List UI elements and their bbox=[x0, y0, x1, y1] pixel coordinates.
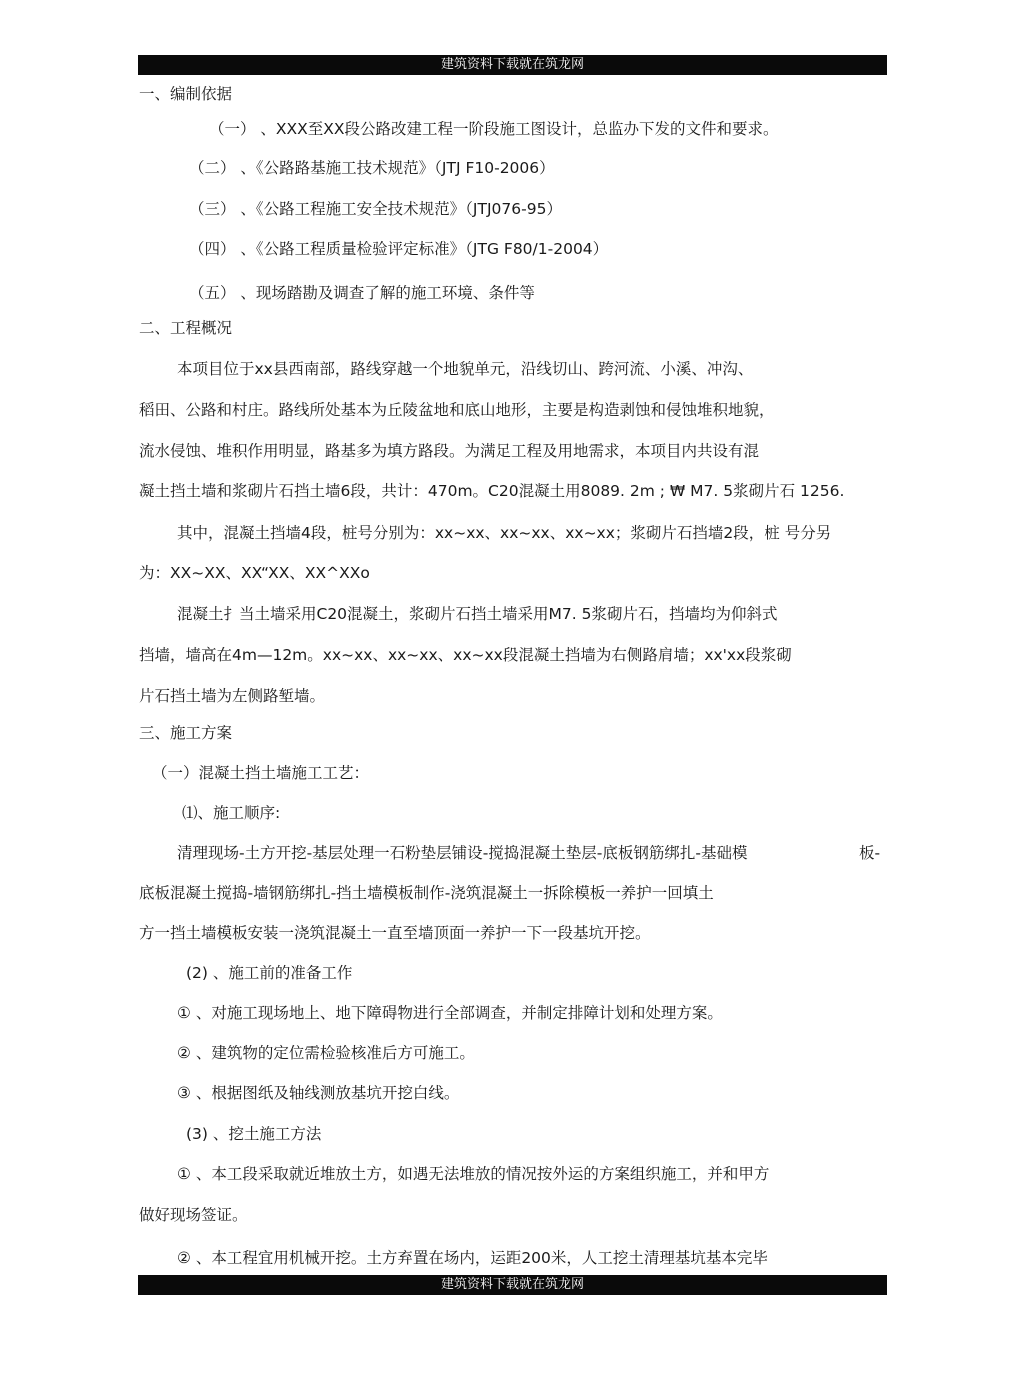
overview-line-4: 凝土挡土墙和浆砌片石挡土墙6段，共计：470m。C20混凝土用8089. 2m ; ₩ M7. 5浆砌片石 1256. bbox=[139, 482, 845, 500]
basis-item-4: （四） 、《公路工程质量检验评定标准》（JTG F80/1-2004） bbox=[189, 240, 609, 258]
subsection-heading-1: （一）混凝土挡土墙施工工艺： bbox=[152, 764, 370, 782]
header-banner: 建筑资料下载就在筑龙网 bbox=[138, 55, 887, 75]
overview-line-3: 流水侵蚀、堆积作用明显，路基多为填方路段。为满足工程及用地需求，本项目内共设有混 bbox=[139, 442, 760, 460]
excavation-line-1: ① 、本工段采取就近堆放土方，如遇无法堆放的情况按外运的方案组织施工，并和甲方 bbox=[177, 1165, 770, 1183]
excavation-line-3: ② 、本工程宜用机械开挖。土方弃置在场内，运距200米，人工挖土清理基坑基本完毕 bbox=[177, 1249, 768, 1267]
prep-item-3: ③ 、根据图纸及轴线测放基坑开挖白线。 bbox=[177, 1084, 460, 1102]
step-heading-2: (2) 、施工前的准备工作 bbox=[186, 964, 353, 982]
overview-line-8: 挡墙，墙高在4m—12m。xx~xx、xx~xx、xx~xx段混凝土挡墙为右侧路肩墙；xx'xx段浆砌 bbox=[139, 646, 792, 664]
sequence-line-2: 底板混凝土搅捣-墙钢筋绑扎-挡土墙模板制作-浇筑混凝土一拆除模板一养护一回填土 bbox=[139, 884, 714, 902]
basis-item-5: （五） 、现场踏勘及调查了解的施工环境、条件等 bbox=[189, 284, 535, 302]
overview-line-7: 混凝土扌当土墙采用C20混凝土，浆砌片石挡土墙采用M7. 5浆砌片石，挡墙均为仰斜式 bbox=[177, 605, 778, 623]
section-heading-3: 三、施工方案 bbox=[139, 724, 233, 742]
overview-line-1: 本项目位于xx县西南部，路线穿越一个地貌单元，沿线切山、跨河流、小溪、冲沟、 bbox=[177, 360, 754, 378]
step-heading-1: ⑴、施工顺序: bbox=[182, 804, 281, 822]
prep-item-2: ② 、建筑物的定位需检验核准后方可施工。 bbox=[177, 1044, 475, 1062]
basis-item-3: （三） 、《公路工程施工安全技术规范》（JTJ076-95） bbox=[189, 200, 562, 218]
step-heading-3: (3) 、挖土施工方法 bbox=[186, 1125, 322, 1143]
sequence-line-1: 清理现场-土方开挖-基层处理一石粉垫层铺设-搅捣混凝土垫层-底板钢筋绑扎-基础模 bbox=[177, 844, 748, 862]
overview-line-5: 其中，混凝土挡墙4段，桩号分别为：xx~xx、xx~xx、xx~xx；浆砌片石挡墙2段，桩 号分另 bbox=[177, 524, 832, 542]
overview-line-9: 片石挡土墙为左侧路堑墙。 bbox=[139, 687, 326, 705]
excavation-line-2: 做好现场签证。 bbox=[139, 1206, 248, 1224]
basis-item-2: （二） 、《公路路基施工技术规范》（JTJ F10-2006） bbox=[189, 159, 555, 177]
basis-item-1: （一） 、XXX至XX段公路改建工程一阶段施工图设计，总监办下发的文件和要求。 bbox=[209, 120, 779, 138]
section-heading-2: 二、工程概况 bbox=[139, 319, 233, 337]
prep-item-1: ① 、对施工现场地上、地下障碍物进行全部调查，并制定排障计划和处理方案。 bbox=[177, 1004, 723, 1022]
sequence-line-3: 方一挡土墙模板安装一浇筑混凝土一直至墙顶面一养护一下一段基坑开挖。 bbox=[139, 924, 651, 942]
sequence-line-1-tail: 板- bbox=[859, 844, 881, 862]
footer-banner: 建筑资料下载就在筑龙网 bbox=[138, 1275, 887, 1295]
section-heading-1: 一、编制依据 bbox=[139, 85, 233, 103]
overview-line-6: 为：XX~XX、XX“XX、XX^XXo bbox=[139, 564, 370, 582]
overview-line-2: 稻田、公路和村庄。路线所处基本为丘陵盆地和底山地形，主要是构造剥蚀和侵蚀堆积地貌， bbox=[139, 401, 775, 419]
